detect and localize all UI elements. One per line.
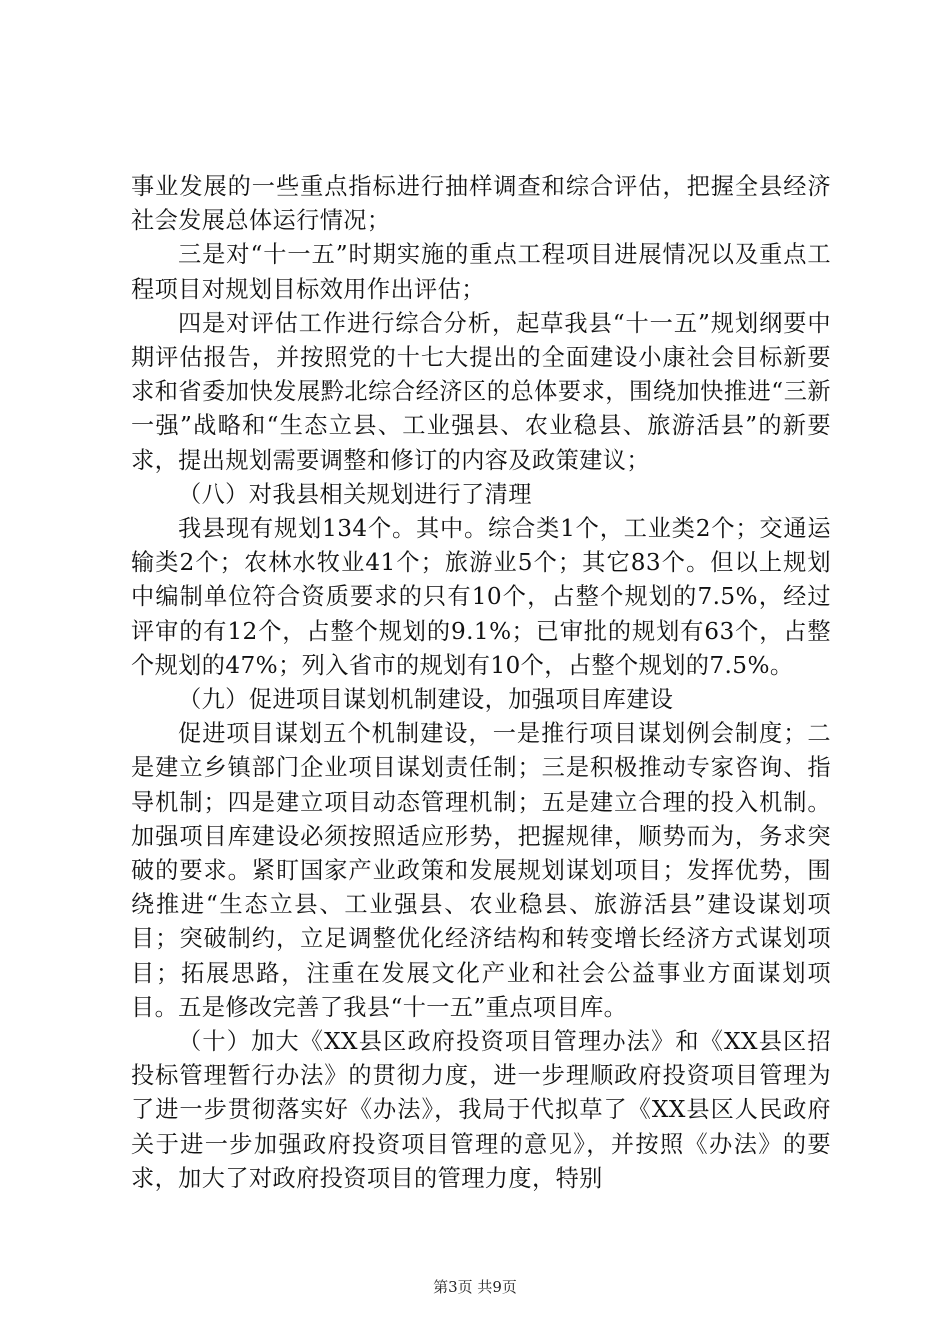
paragraph-continuation: 事业发展的一些重点指标进行抽样调查和综合评估，把握全县经济社会发展总体运行情况； — [131, 173, 831, 235]
document-body — [131, 170, 831, 1196]
page-footer — [0, 1276, 950, 1297]
page-number-label: 第3页 共9页 — [433, 1278, 517, 1296]
paragraph-plans-summary: 我县现有规划134个。其中。综合类1个，工业类2个；交通运输类2个；农林水牧业41个；旅游业5个；其它83个。但以上规划中编制单位符合资质要求的只有10个，占整个规划的7.5%，经过评审的有12个，占整个规划的9.1%；已审批的规划有63个，占整个规划的47%；列入省市的规划有10个，占整个规划的7.5%。 — [131, 515, 831, 679]
paragraph-project-mechanisms: 促进项目谋划五个机制建设，一是推行项目谋划例会制度；二是建立乡镇部门企业项目谋划责任制；三是积极推动专家咨询、指导机制；四是建立项目动态管理机制；五是建立合理的投入机制。加强项目库建设必须按照适应形势，把握规律，顺势而为，务求突破的要求。紧盯国家产业政策和发展规划谋划项目；发挥优势，围绕推进“生态立县、工业强县、农业稳县、旅游活县”建设谋划项目；突破制约，立足调整优化经济结构和转变增长经济方式谋划项目；拓展思路，注重在发展文化产业和社会公益事业方面谋划项目。五是修改完善了我县“十一五”重点项目库。 — [131, 720, 831, 1021]
section-heading-eight: （八）对我县相关规划进行了清理 — [178, 480, 532, 508]
paragraph-item-three: 三是对“十一五”时期实施的重点工程项目进展情况以及重点工程项目对规划目标效用作出评估； — [131, 241, 831, 303]
section-heading-ten: （十）加大《XX县区政府投资项目管理办法》和《XX县区招投标管理暂行办法》的贯彻力度，进一步理顺政府投资项目管理为了进一步贯彻落实好《办法》，我局于代拟草了《XX县区人民政府关于进一步加强政府投资项目管理的意见》，并按照《办法》的要求，加大了对政府投资项目的管理力度，特别 — [131, 1028, 831, 1192]
paragraph-item-four: 四是对评估工作进行综合分析，起草我县“十一五”规划纲要中期评估报告，并按照党的十七大提出的全面建设小康社会目标新要求和省委加快发展黔北综合经济区的总体要求，围绕加快推进“三新一强”战略和“生态立县、工业强县、农业稳县、旅游活县”的新要求，提出规划需要调整和修订的内容及政策建议； — [131, 309, 831, 474]
section-heading-nine: （九）促进项目谋划机制建设，加强项目库建设 — [178, 686, 674, 714]
